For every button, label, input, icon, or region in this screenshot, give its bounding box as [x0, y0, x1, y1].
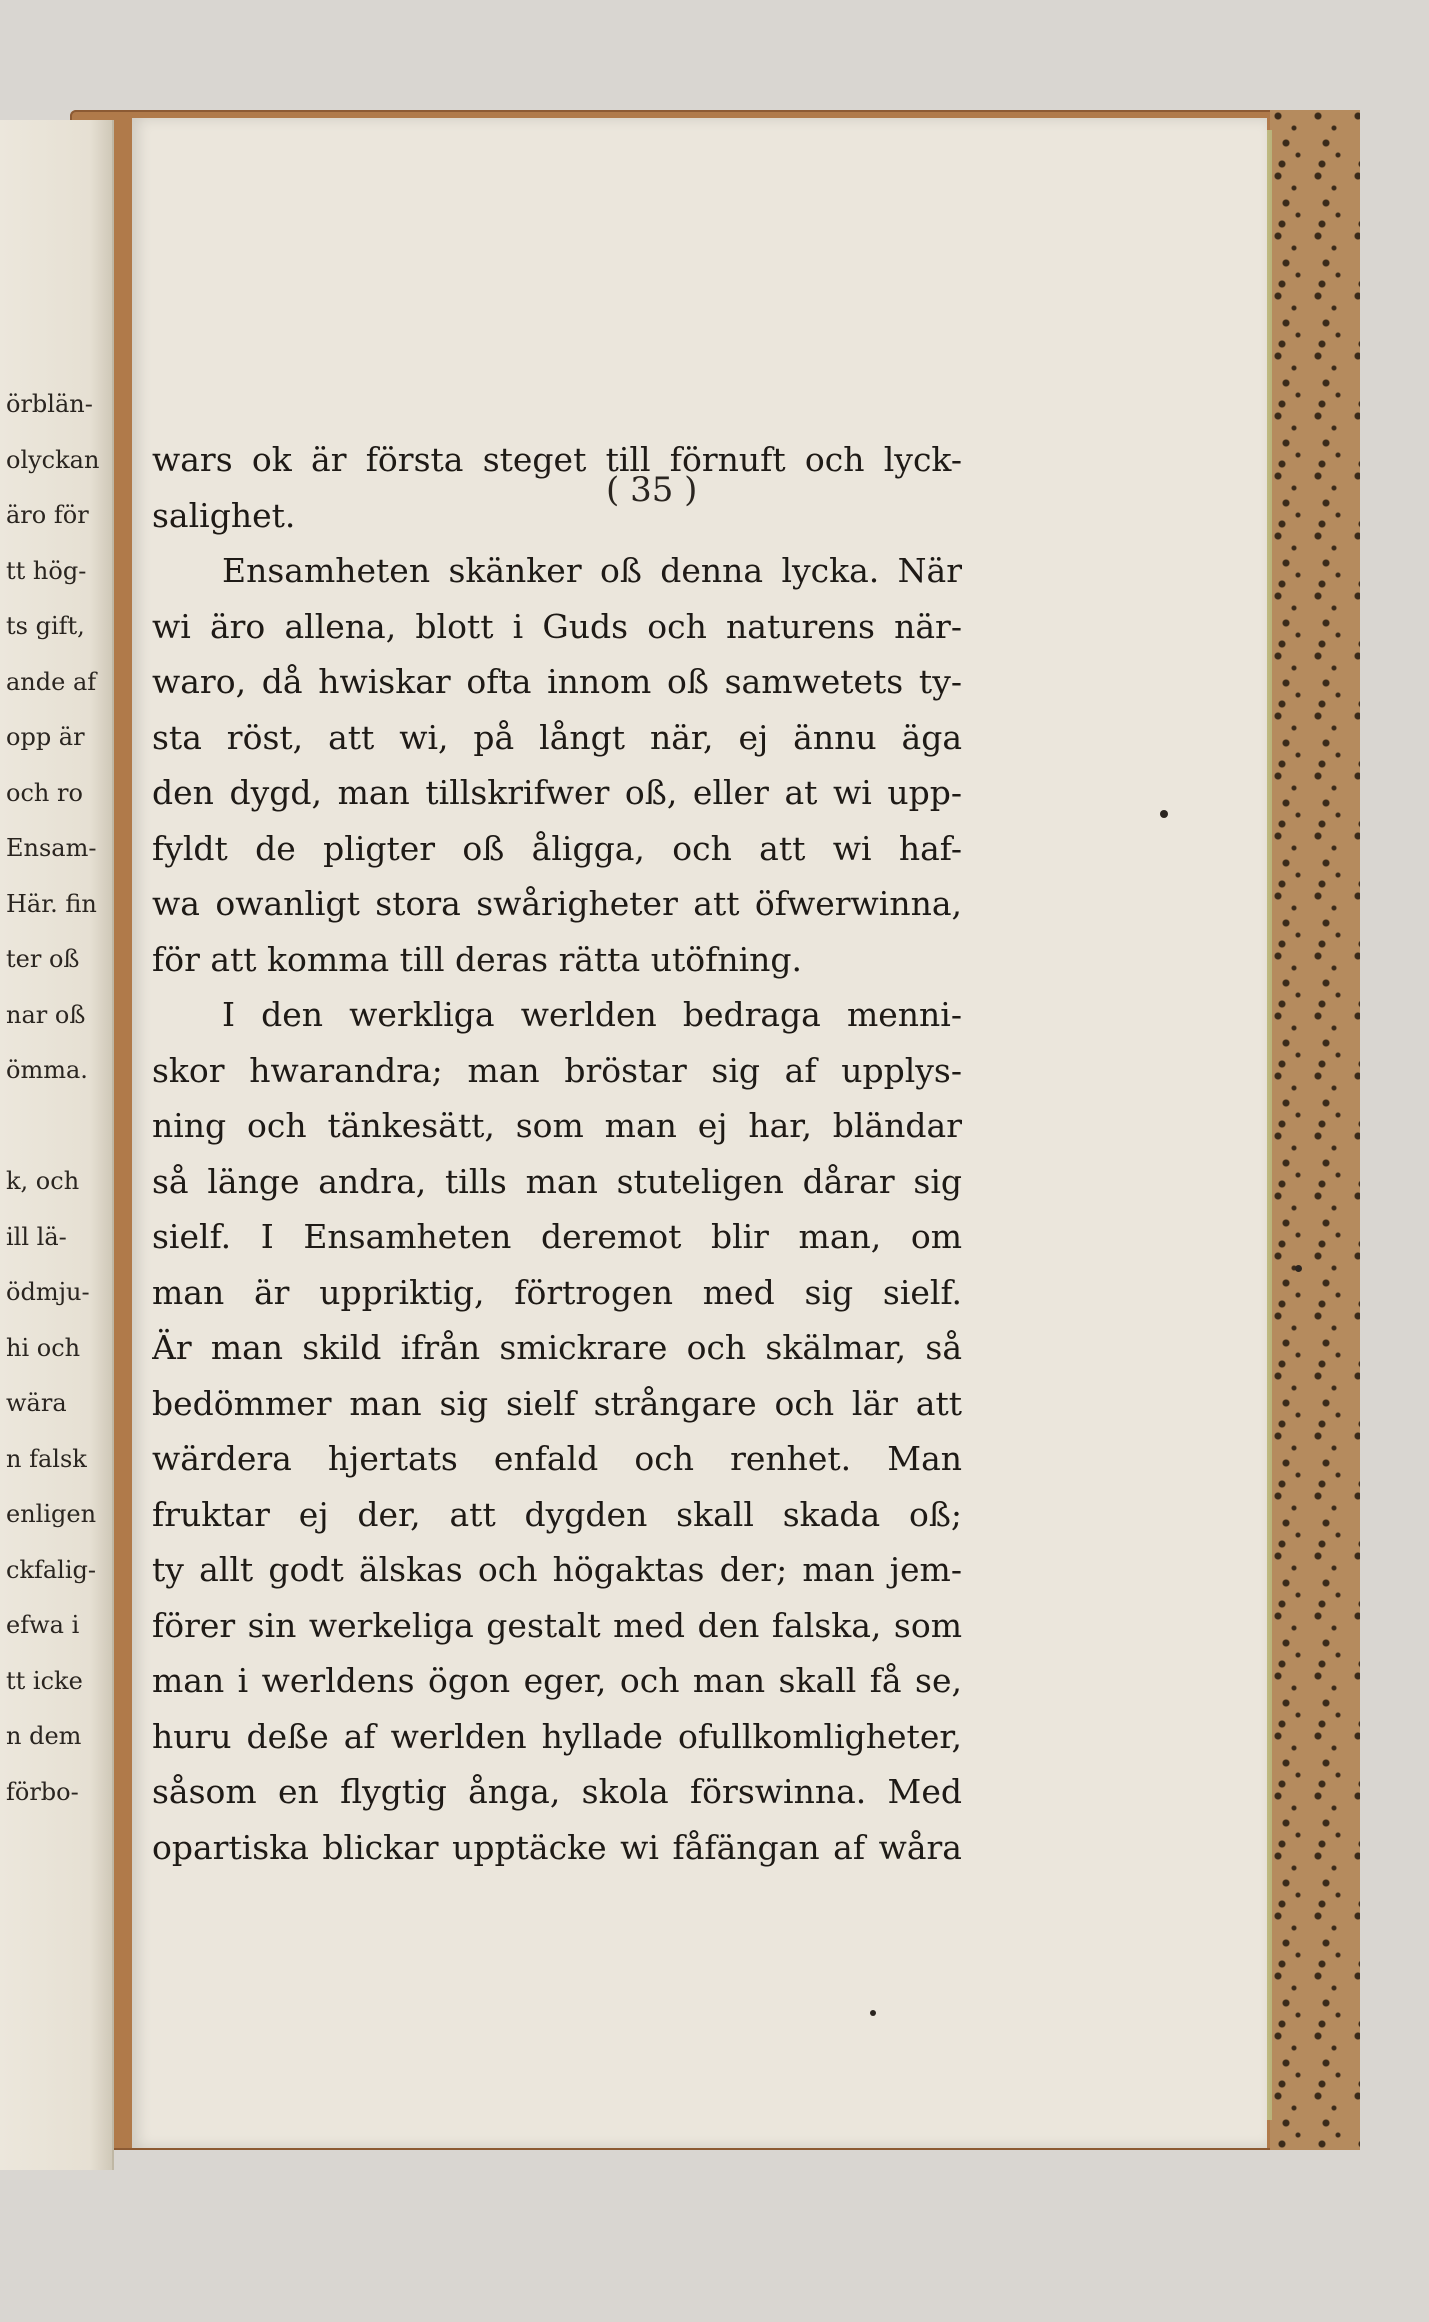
text-line: salighet.	[152, 495, 296, 535]
text-line: sta röst, att wi, på långt när, ej ännu äga	[152, 717, 962, 757]
left-page-line: n falsk	[6, 1444, 87, 1473]
page-number: ( 35 )	[606, 470, 698, 510]
left-page-line: ckfalig-	[6, 1555, 96, 1584]
text-line: bedömmer man sig sielf strångare och lär att	[152, 1383, 962, 1423]
text-line: sielf. I Ensamheten deremot blir man, om	[152, 1217, 962, 1256]
text-line: waro, då hwiskar ofta innom oß samwetets ty-	[152, 662, 962, 701]
text-line: skor hwarandra; man bröstar sig af upplys-	[152, 1050, 962, 1090]
text-line: ty allt godt älskas och högaktas der; man jem-	[152, 1550, 962, 1589]
text-line: man i werldens ögon eger, och man skall få se,	[152, 1661, 962, 1700]
left-page-line: ande af	[6, 667, 97, 696]
paper-speck	[1295, 1265, 1302, 1272]
left-facing-page	[0, 120, 114, 2170]
paper-speck	[870, 2010, 876, 2016]
text-line: så länge andra, tills man stuteligen dårar sig	[152, 1161, 962, 1201]
left-page-line: n dem	[6, 1722, 82, 1750]
left-page-line: ödmju-	[6, 1278, 90, 1306]
text-line: I den werkliga werlden bedraga menni-	[222, 995, 962, 1034]
text-line: såsom en flygtig ånga, skola förswinna. Med	[152, 1772, 962, 1811]
text-line: Ensamheten skänker oß denna lycka. När	[222, 551, 962, 590]
left-page-line: tt icke	[6, 1666, 83, 1695]
left-page-line: olyckan	[6, 445, 100, 474]
left-page-line: Ensam-	[6, 834, 97, 862]
left-page-line: hi och	[6, 1333, 81, 1362]
left-page-line: ter oß	[6, 945, 80, 973]
left-page-line: k, och	[6, 1167, 80, 1195]
left-page-line: efwa i	[6, 1611, 80, 1639]
paper-speck	[1160, 810, 1168, 818]
text-line: för att komma till deras rätta utöfning.	[152, 939, 802, 979]
left-page-line: ömma.	[6, 1056, 88, 1084]
text-line: man är uppriktig, förtrogen med sig sielf.	[152, 1272, 962, 1312]
marbled-cover-edge	[1270, 110, 1360, 2150]
page-text	[152, 432, 962, 1875]
text-line: opartiska blickar upptäcke wi fåfängan af wåra	[152, 1827, 962, 1867]
left-page-line: och ro	[6, 778, 83, 807]
left-page-line: örblän-	[6, 390, 93, 418]
text-line: wars ok är första steget till förnuft och lyck-	[152, 440, 962, 479]
text-line: huru deße af werlden hyllade ofullkomligheter,	[152, 1716, 962, 1756]
left-page-line: tt hög-	[6, 556, 87, 585]
left-page-line: opp är	[6, 723, 85, 751]
left-page-line: Här. fin	[6, 889, 97, 918]
left-page-line: äro för	[6, 501, 89, 529]
text-line: den dygd, man tillskrifwer oß, eller at wi upp-	[152, 773, 962, 812]
text-line: wi äro allena, blott i Guds och naturens när-	[152, 606, 962, 646]
text-line: fyldt de pligter oß åligga, och att wi haf-	[152, 828, 962, 868]
text-line: wärdera hjertats enfald och renhet. Man	[152, 1439, 962, 1478]
left-page-line: enligen	[6, 1500, 97, 1528]
left-page-line: ill lä-	[6, 1222, 67, 1251]
text-line: fruktar ej der, att dygden skall skada oß;	[152, 1494, 962, 1534]
text-line: förer sin werkeliga gestalt med den falska, som	[152, 1605, 962, 1645]
left-page-line: ts gift,	[6, 612, 85, 640]
text-line: Är man skild ifrån smickrare och skälmar, så	[152, 1328, 962, 1367]
left-page-line: förbo-	[6, 1777, 79, 1806]
left-page-line: nar oß	[6, 1000, 86, 1029]
text-line: ning och tänkesätt, som man ej har, bländar	[152, 1106, 962, 1145]
left-page-line: wära	[6, 1389, 67, 1417]
text-line: wa owanligt stora swårigheter att öfwerwinna,	[152, 884, 962, 923]
